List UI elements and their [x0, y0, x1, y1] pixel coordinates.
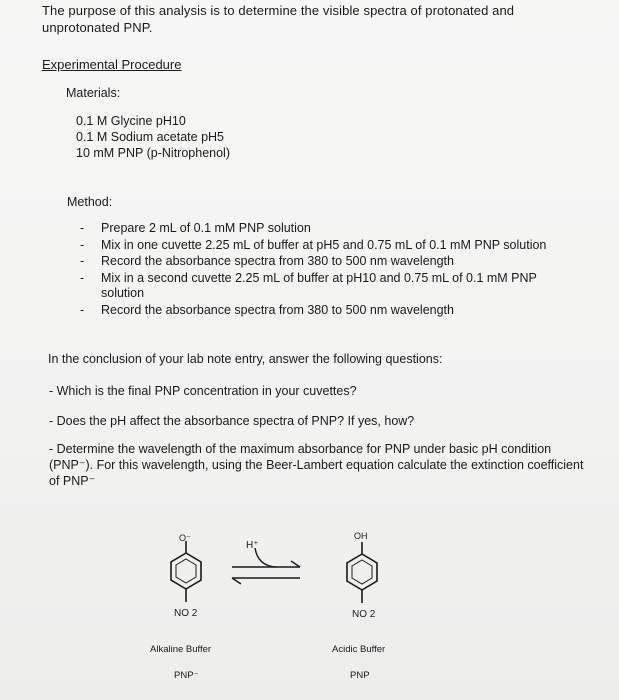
proton-label: H⁺ [246, 540, 259, 551]
material-item: 10 mM PNP (p-Nitrophenol) [76, 146, 230, 160]
section-heading-experimental-procedure: Experimental Procedure [42, 57, 182, 72]
phenolate-pnp-label: PNP⁻ [174, 670, 199, 681]
benzene-inner-right [352, 560, 372, 584]
acidic-buffer-caption: Acidic Buffer [332, 644, 386, 655]
method-step: - Record the absorbance spectra from 380 to 500 nm wavelength [80, 254, 580, 270]
question-2: - Does the pH affect the absorbance spectra of PNP? If yes, how? [49, 414, 415, 428]
nitro-label-left: NO 2 [174, 608, 198, 619]
hydroxyl-label: OH [354, 531, 368, 541]
method-step: - Mix in one cuvette 2.25 mL of buffer at pH5 and 0.75 mL of 0.1 mM PNP solution [80, 238, 580, 254]
method-step: - Record the absorbance spectra from 380 to 500 nm wavelength [80, 303, 580, 319]
material-item: 0.1 M Sodium acetate pH5 [76, 130, 224, 144]
question-1: - Which is the final PNP concentration in your cuvettes? [49, 384, 357, 398]
method-step: - Mix in a second cuvette 2.25 mL of buffer at pH10 and 0.75 mL of 0.1 mM PNP solution [80, 271, 580, 302]
phenol-structure [347, 542, 377, 603]
equilibrium-arrows [232, 548, 300, 584]
method-label: Method: [67, 195, 113, 209]
phenolate-oxygen-label: O⁻ [179, 533, 191, 543]
forward-arrowhead [291, 561, 300, 567]
method-step: - Prepare 2 mL of 0.1 mM PNP solution [80, 221, 580, 237]
reverse-arrowhead [232, 578, 241, 584]
material-item: 0.1 M Glycine pH10 [76, 114, 186, 128]
nitro-label-right: NO 2 [352, 609, 376, 620]
alkaline-buffer-caption: Alkaline Buffer [150, 644, 212, 655]
benzene-inner-left [176, 559, 196, 583]
phenol-pnp-label: PNP [350, 670, 370, 681]
purpose-paragraph: The purpose of this analysis is to determine the visible spectra of protonated and unprotonated PNP. [42, 3, 515, 35]
question-3: - Determine the wavelength of the maximum absorbance for PNP under basic pH condition (PNP⁻). For this wavelength, using the Beer-Lambert equation calculate the extinction coefficient of PNP⁻ [49, 442, 584, 488]
conclusion-instructions: In the conclusion of your lab note entry, answer the following questions: [48, 352, 443, 366]
phenolate-structure [171, 541, 201, 602]
materials-label: Materials: [66, 86, 121, 100]
